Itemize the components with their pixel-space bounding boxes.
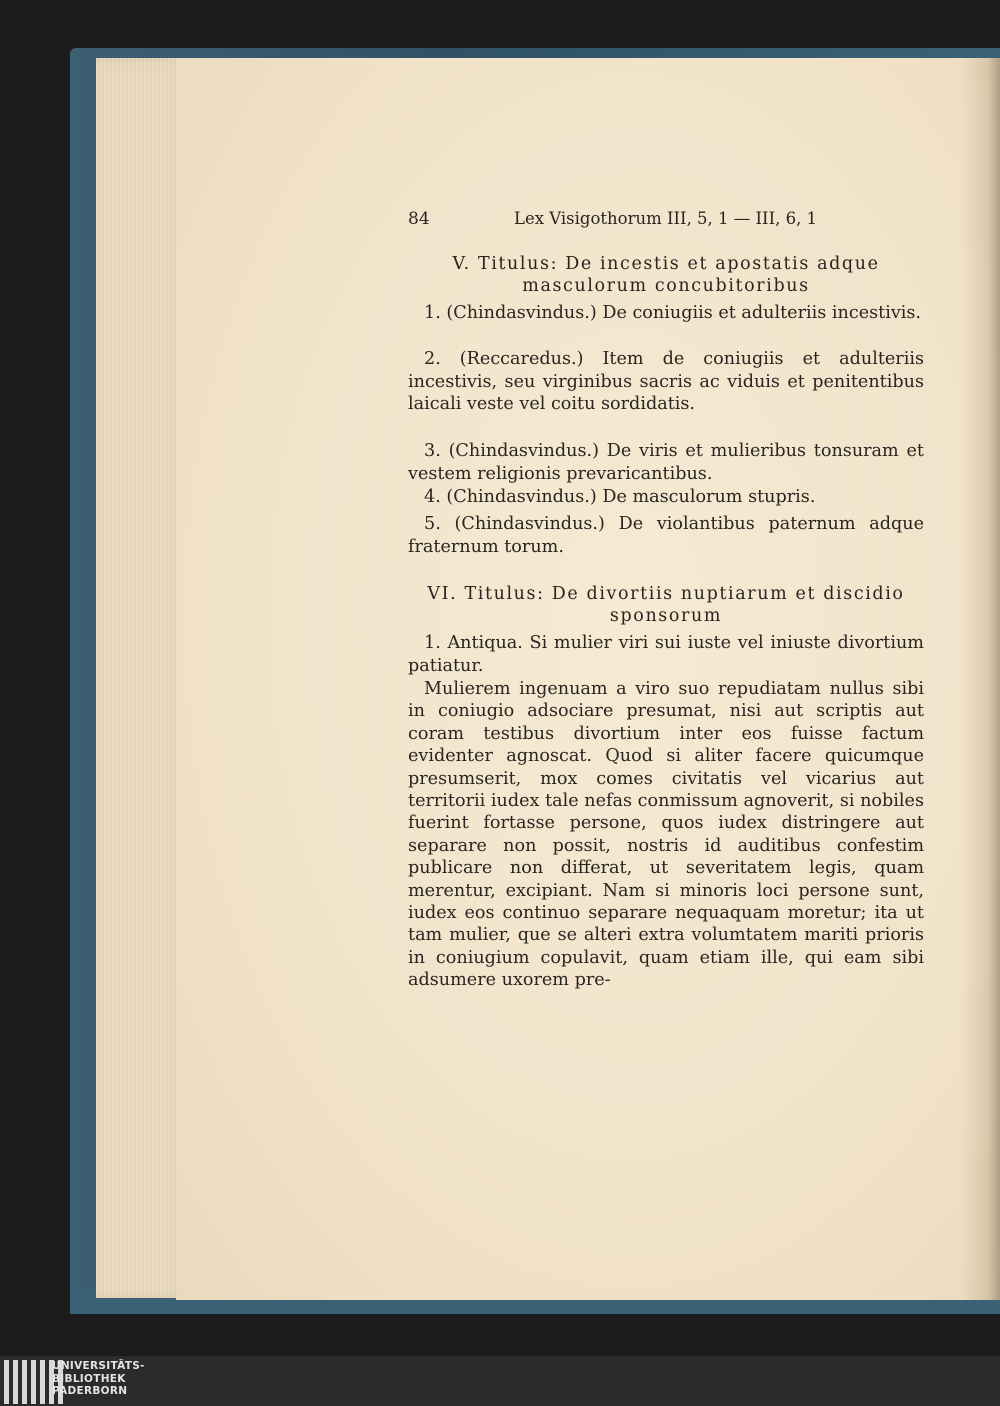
title-v-entry-4: 4. (Chindasvindus.) De masculorum stupris.	[424, 487, 816, 507]
title-v-heading	[408, 254, 924, 297]
library-footer	[0, 1356, 1000, 1406]
title-vi-paragraph: Mulierem ingenuam a viro suo repudiatam nullus sibi in coniugio adsociare presumat, nisi aut scriptis aut coram testibus divortium inter eos fuisse factum evidenter agnoscat. Quod si aliter facere quicumque presumserit, mox comes civitatis vel vicarius aut territorii iudex tale nefas conmissum agnoverit, si nobiles fuerint fortasse persone, quos iudex distringere aut separare non possit, nostris id auditibus confestim publicare non differat, ut severitatem legis, quam merentur, excipiant. Nam si minoris loci persone sunt, iudex eos continuo separare nequaquam moretur; ita ut tam mulier, que se alteri extra volumtatem mariti prioris in coniugium copulavit, quam etiam ille, qui eam sibi adsumere uxorem pre-	[408, 679, 924, 991]
page-number: 84	[408, 209, 430, 229]
page-edges	[96, 58, 186, 1298]
title-v-heading-line1: V. Titulus: De incestis et apostatis adque	[452, 254, 880, 274]
title-vi-heading-line1: VI. Titulus: De divortiis nuptiarum et discidio	[427, 584, 905, 604]
title-v-entry-2: 2. (Reccaredus.) Item de coniugiis et adulteriis incestivis, seu virginibus sacris ac viduis et penitentibus laicali veste vel coitu sordidatis.	[408, 349, 924, 414]
title-vi-heading-line2: sponsorum	[609, 605, 723, 626]
title-vi-heading	[408, 584, 924, 627]
title-v-entry-1: 1. (Chindasvindus.) De coniugiis et adulteriis incestivis.	[424, 303, 922, 323]
library-logo-line3: PADERBORN	[52, 1385, 128, 1397]
title-v-entry-3: 3. (Chindasvindus.) De viris et mulieribus tonsuram et vestem religionis prevaricantibus.	[408, 441, 924, 484]
title-v-entry-5: 5. (Chindasvindus.) De violantibus paternum adque fraternum torum.	[408, 514, 924, 557]
library-logo-line1: UNIVERSITÄTS-	[52, 1360, 145, 1372]
library-logo-line2: BIBLIOTHEK	[52, 1372, 126, 1385]
book-page	[176, 58, 1000, 1300]
running-head	[408, 208, 924, 232]
title-vi-entry-1: 1. Antiqua. Si mulier viri sui iuste vel iniuste divortium patiatur.	[408, 633, 924, 676]
title-v-heading-line2: masculorum concubitoribus	[522, 275, 810, 296]
page-gutter-shadow	[960, 58, 1000, 1300]
running-title: Lex Visigothorum III, 5, 1 — III, 6, 1	[514, 209, 818, 228]
library-logo-text	[52, 1360, 145, 1398]
